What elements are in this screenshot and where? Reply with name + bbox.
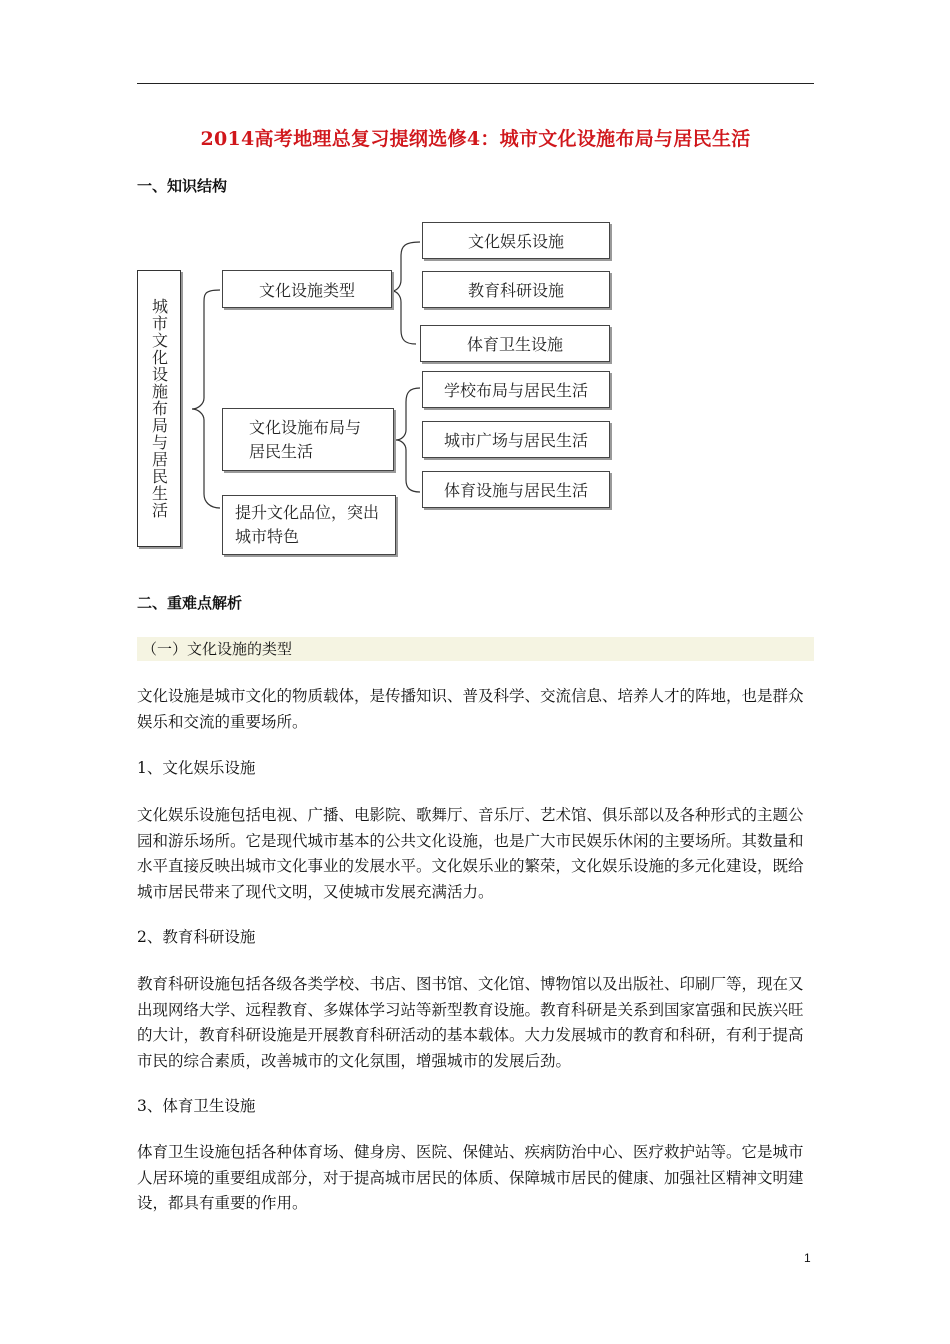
document-title: 2014高考地理总复习提纲选修4：城市文化设施布局与居民生活 [200,128,751,150]
subsection-heading-bar: （一）文化设施的类型 [137,637,814,661]
diagram-branch-facility-types: 文化设施类型 [222,270,392,308]
diagram-branch-layout-line2: 居民生活 [249,441,314,461]
diagram-root-box: 城市文化设施布局与居民生活 [137,270,181,547]
diagram-leaf-sports-health: 体育卫生设施 [420,325,610,362]
section-heading-knowledge-structure: 一、知识结构 [137,177,228,195]
item-heading-entertainment: 1、文化娱乐设施 [137,759,256,777]
diagram-leaf-city-square: 城市广场与居民生活 [422,421,610,458]
diagram-branch-culture-line1: 提升文化品位，突出 [235,503,380,522]
item-heading-education: 2、教育科研设施 [137,928,256,946]
diagram-branch-culture-line2: 城市特色 [235,527,300,546]
page-number: 1 [804,1251,811,1265]
item-text-education: 教育科研设施包括各级各类学校、书店、图书馆、文化馆、博物馆以及出版社、印刷厂等，现在又出现网络大学、远程教育、多媒体学习站等新型教育设施。教育科研是关系到国家富强和民族兴旺的大计，教育科研设施是开展教育科研活动的基本载体。大力发展城市的教育和科研，有利于提高市民的综合素质，改善城市的文化氛围，增强城市的发展后劲。 [137,975,804,1070]
diagram-leaf-school-layout: 学校布局与居民生活 [422,371,610,408]
diagram-branch-culture-quality [222,495,396,555]
diagram-leaf-sports-facility: 体育设施与居民生活 [422,471,610,508]
diagram-branch-layout-line1: 文化设施布局与 [249,417,362,437]
section-heading-key-analysis: 二、重难点解析 [137,594,243,612]
diagram-leaf-entertainment: 文化娱乐设施 [422,222,610,259]
item-text-sports: 体育卫生设施包括各种体育场、健身房、医院、保健站、疾病防治中心、医疗救护站等。它是城市人居环境的重要组成部分，对于提高城市居民的体质、保障城市居民的健康、加强社区精神文明建设，都具有重要的作用。 [137,1143,804,1212]
diagram-branch-layout [222,408,394,471]
item-heading-sports: 3、体育卫生设施 [137,1097,256,1115]
intro-paragraph: 文化设施是城市文化的物质载体，是传播知识、普及科学、交流信息、培养人才的阵地，也是群众娱乐和交流的重要场所。 [137,687,804,731]
item-text-entertainment: 文化娱乐设施包括电视、广播、电影院、歌舞厅、音乐厅、艺术馆、俱乐部以及各种形式的主题公园和游乐场所。它是现代城市基本的公共文化设施，也是广大市民娱乐休闲的主要场所。其数量和水平直接反映出城市文化事业的发展水平。文化娱乐业的繁荣，文化娱乐设施的多元化建设，既给城市居民带来了现代文明，又使城市发展充满活力。 [137,806,804,901]
header-rule [137,83,814,84]
diagram-leaf-education-research: 教育科研设施 [422,271,610,308]
